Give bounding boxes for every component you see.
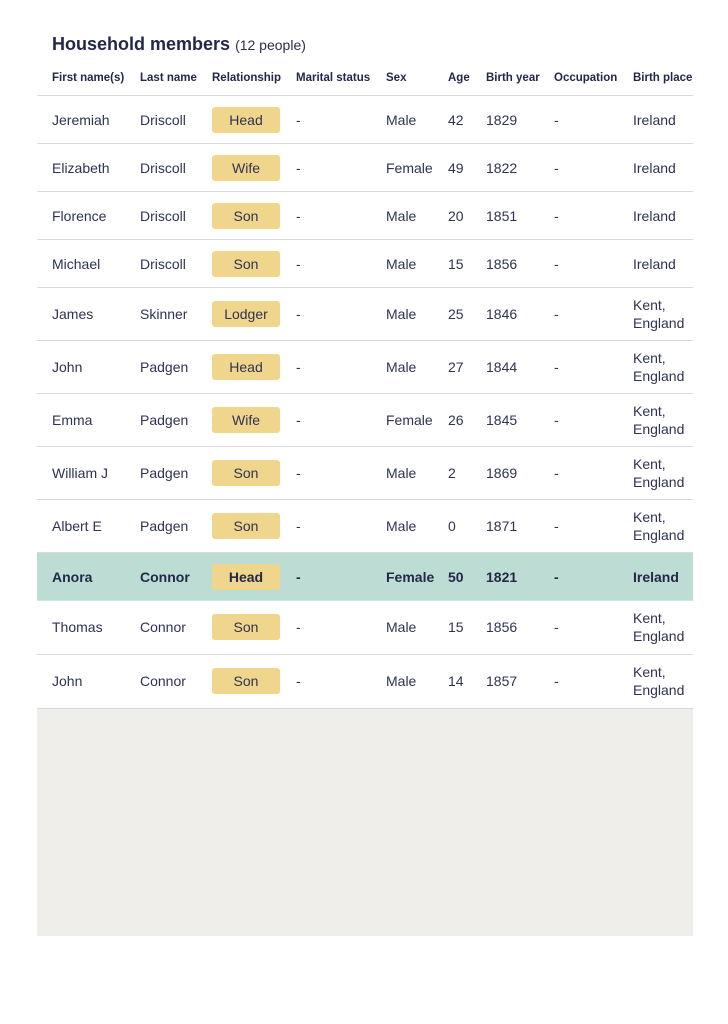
birth-place-cell: Ireland — [633, 112, 676, 128]
first-name-cell: James — [52, 306, 94, 322]
sex-cell: Male — [386, 673, 417, 689]
column-header-occupation: Occupation — [554, 72, 618, 84]
birth-year-cell: 1846 — [486, 306, 518, 322]
age-cell: 15 — [448, 619, 464, 635]
birth-year-cell: 1869 — [486, 465, 518, 481]
occupation-cell: - — [554, 518, 559, 534]
sex-cell: Female — [386, 412, 433, 428]
occupation-cell: - — [554, 619, 559, 635]
last-name-cell: Driscoll — [140, 112, 186, 128]
age-cell: 42 — [448, 112, 464, 128]
table-row[interactable] — [37, 144, 693, 192]
last-name-cell: Padgen — [140, 359, 189, 375]
table-row[interactable] — [37, 655, 693, 709]
sex-cell: Female — [386, 160, 433, 176]
last-name-cell: Skinner — [140, 306, 188, 322]
column-header-relationship: Relationship — [212, 72, 282, 84]
first-name-cell: Thomas — [52, 619, 103, 635]
relationship-badge: Son — [212, 668, 280, 694]
last-name-cell: Padgen — [140, 412, 189, 428]
marital-status-cell: - — [296, 306, 301, 322]
last-name-cell: Padgen — [140, 465, 189, 481]
relationship-badge: Head — [212, 354, 280, 380]
column-header-marital-status: Marital status — [296, 72, 371, 84]
first-name-cell: John — [52, 673, 83, 689]
birth-place-cell: Ireland — [633, 256, 676, 272]
table-row[interactable] — [37, 192, 693, 240]
age-cell: 27 — [448, 359, 464, 375]
birth-place-cell: Kent, England — [633, 664, 685, 698]
relationship-badge: Son — [212, 513, 280, 539]
age-cell: 25 — [448, 306, 464, 322]
birth-place-cell: Kent, England — [633, 297, 685, 331]
birth-year-cell: 1856 — [486, 256, 518, 272]
last-name-cell: Driscoll — [140, 208, 186, 224]
occupation-cell: - — [554, 359, 559, 375]
column-header-birth-year: Birth year — [486, 72, 540, 84]
birth-year-cell: 1829 — [486, 112, 518, 128]
occupation-cell: - — [554, 465, 559, 481]
birth-year-cell: 1821 — [486, 569, 518, 585]
last-name-cell: Padgen — [140, 518, 189, 534]
relationship-badge: Wife — [212, 407, 280, 433]
age-cell: 14 — [448, 673, 464, 689]
table-row[interactable] — [37, 601, 693, 655]
marital-status-cell: - — [296, 412, 301, 428]
sex-cell: Male — [386, 518, 417, 534]
household-members-panel — [37, 24, 693, 936]
table-row[interactable] — [37, 288, 693, 341]
relationship-badge: Wife — [212, 155, 280, 181]
occupation-cell: - — [554, 412, 559, 428]
first-name-cell: Michael — [52, 256, 101, 272]
table-row[interactable] — [37, 240, 693, 288]
column-header-last-name: Last name — [140, 72, 197, 84]
marital-status-cell: - — [296, 256, 301, 272]
panel-header — [37, 24, 693, 70]
table-row[interactable] — [37, 96, 693, 144]
birth-place-cell: Ireland — [633, 208, 676, 224]
first-name-cell: Emma — [52, 412, 93, 428]
relationship-badge: Head — [212, 107, 280, 133]
occupation-cell: - — [554, 569, 559, 585]
birth-year-cell: 1851 — [486, 208, 518, 224]
table-body — [37, 96, 693, 709]
people-count: (12 people) — [235, 37, 306, 53]
marital-status-cell: - — [296, 569, 301, 585]
sex-cell: Male — [386, 256, 417, 272]
birth-year-cell: 1844 — [486, 359, 518, 375]
age-cell: 20 — [448, 208, 464, 224]
occupation-cell: - — [554, 306, 559, 322]
birth-place-cell: Kent, England — [633, 456, 685, 490]
occupation-cell: - — [554, 256, 559, 272]
first-name-cell: John — [52, 359, 83, 375]
marital-status-cell: - — [296, 465, 301, 481]
sex-cell: Male — [386, 619, 417, 635]
first-name-cell: Anora — [52, 569, 93, 585]
sex-cell: Female — [386, 569, 435, 585]
sex-cell: Male — [386, 208, 417, 224]
panel-title — [52, 34, 306, 55]
marital-status-cell: - — [296, 160, 301, 176]
age-cell: 26 — [448, 412, 464, 428]
first-name-cell: Elizabeth — [52, 160, 110, 176]
table-row-highlighted[interactable] — [37, 553, 693, 601]
marital-status-cell: - — [296, 673, 301, 689]
last-name-cell: Connor — [140, 569, 190, 585]
first-name-cell: Albert E — [52, 518, 102, 534]
table-row[interactable] — [37, 394, 693, 447]
relationship-badge: Son — [212, 203, 280, 229]
age-cell: 15 — [448, 256, 464, 272]
last-name-cell: Driscoll — [140, 256, 186, 272]
occupation-cell: - — [554, 673, 559, 689]
title-text: Household members — [52, 34, 231, 54]
sex-cell: Male — [386, 112, 417, 128]
birth-place-cell: Kent, England — [633, 403, 685, 437]
marital-status-cell: - — [296, 518, 301, 534]
age-cell: 0 — [448, 518, 456, 534]
table-row[interactable] — [37, 447, 693, 500]
column-header-birth-place: Birth place — [633, 72, 693, 84]
occupation-cell: - — [554, 160, 559, 176]
birth-place-cell: Kent, England — [633, 350, 685, 384]
age-cell: 49 — [448, 160, 464, 176]
occupation-cell: - — [554, 208, 559, 224]
first-name-cell: Florence — [52, 208, 107, 224]
birth-year-cell: 1871 — [486, 518, 518, 534]
sex-cell: Male — [386, 359, 417, 375]
occupation-cell: - — [554, 112, 559, 128]
relationship-badge: Son — [212, 460, 280, 486]
age-cell: 50 — [448, 569, 464, 585]
birth-place-cell: Ireland — [633, 569, 679, 585]
birth-place-cell: Kent, England — [633, 509, 685, 543]
table-row[interactable] — [37, 500, 693, 553]
sex-cell: Male — [386, 465, 417, 481]
relationship-badge: Son — [212, 251, 280, 277]
age-cell: 2 — [448, 465, 456, 481]
last-name-cell: Connor — [140, 673, 186, 689]
relationship-badge: Head — [212, 564, 280, 590]
first-name-cell: Jeremiah — [52, 112, 110, 128]
marital-status-cell: - — [296, 359, 301, 375]
birth-place-cell: Ireland — [633, 160, 676, 176]
marital-status-cell: - — [296, 112, 301, 128]
birth-year-cell: 1822 — [486, 160, 518, 176]
relationship-badge: Lodger — [212, 301, 280, 327]
last-name-cell: Driscoll — [140, 160, 186, 176]
relationship-badge: Son — [212, 614, 280, 640]
last-name-cell: Connor — [140, 619, 186, 635]
marital-status-cell: - — [296, 208, 301, 224]
column-header-sex: Sex — [386, 72, 407, 84]
first-name-cell: William J — [52, 465, 108, 481]
table-row[interactable] — [37, 341, 693, 394]
column-header-first-name: First name(s) — [52, 72, 125, 84]
birth-year-cell: 1856 — [486, 619, 518, 635]
sex-cell: Male — [386, 306, 417, 322]
birth-year-cell: 1857 — [486, 673, 518, 689]
column-header-age: Age — [448, 72, 470, 84]
table-header — [37, 70, 693, 96]
birth-year-cell: 1845 — [486, 412, 518, 428]
birth-place-cell: Kent, England — [633, 610, 685, 644]
marital-status-cell: - — [296, 619, 301, 635]
